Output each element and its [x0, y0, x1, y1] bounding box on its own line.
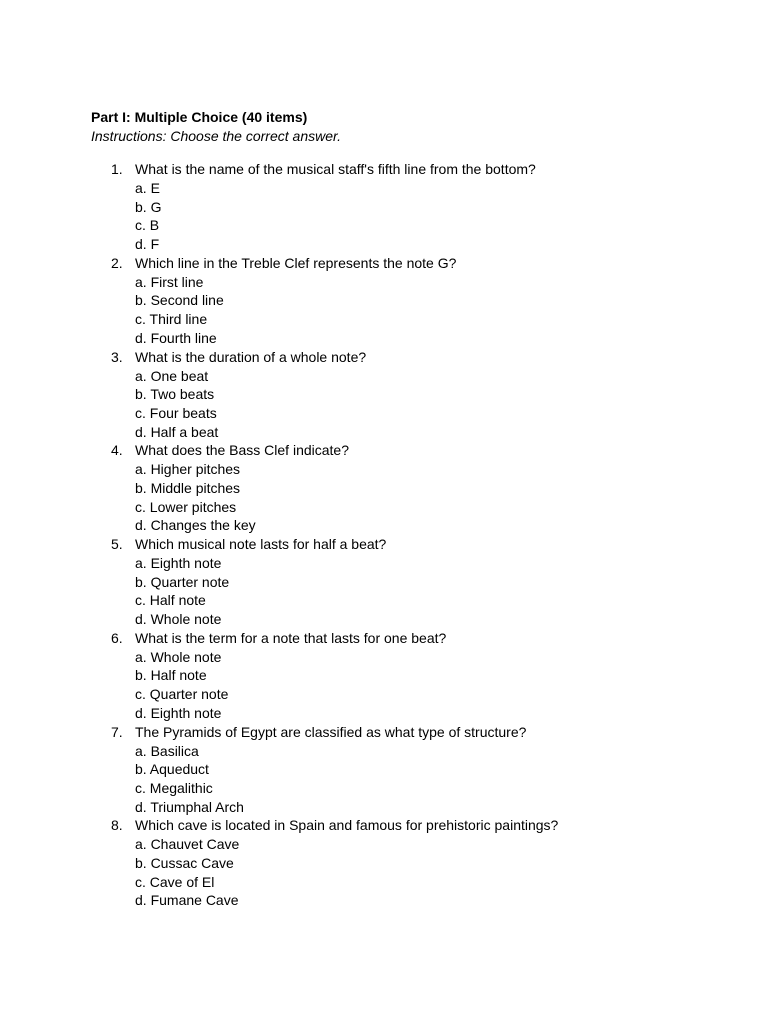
answer-option: b. Middle pitches	[135, 479, 241, 496]
question-number: 1.	[111, 161, 123, 177]
answer-option: c. Megalithic	[135, 779, 213, 796]
answer-option: b. Quarter note	[135, 573, 230, 590]
answer-option: d. Eighth note	[135, 704, 222, 721]
answer-option: a. Chauvet Cave	[135, 836, 240, 853]
part-heading: Part I: Multiple Choice (40 items)	[91, 109, 308, 125]
question-item	[91, 441, 731, 535]
question-text: Which cave is located in Spain and famous for prehistoric paintings?	[135, 817, 559, 834]
answer-option: d. Half a beat	[135, 423, 219, 440]
question-item	[91, 535, 731, 629]
question-item	[91, 723, 731, 817]
answer-option: b. Two beats	[135, 386, 215, 403]
answer-option: d. Triumphal Arch	[135, 798, 244, 815]
question-line	[91, 441, 731, 460]
question-number: 3.	[111, 348, 123, 365]
question-text: What does the Bass Clef indicate?	[135, 442, 350, 459]
answer-option: d. Whole note	[135, 611, 222, 628]
question-line	[91, 348, 731, 367]
question-line	[91, 535, 731, 554]
question-number: 4.	[111, 442, 123, 459]
question-text: What is the term for a note that lasts for one beat?	[135, 629, 447, 646]
answer-option: c. Quarter note	[135, 686, 229, 703]
answer-option: a. Eighth note	[135, 555, 222, 571]
question-number: 7.	[111, 723, 123, 740]
answer-option: a. Basilica	[135, 742, 199, 759]
instructions-text: Instructions: Choose the correct answer.	[91, 128, 342, 144]
question-item	[91, 254, 731, 348]
answer-option: b. Aqueduct	[135, 761, 209, 778]
answer-option: d. Fourth line	[135, 329, 217, 346]
answer-option: c. Four beats	[135, 404, 217, 421]
question-text: What is the duration of a whole note?	[135, 348, 367, 365]
answer-option: d. F	[135, 236, 160, 253]
document-page	[91, 108, 731, 910]
question-item	[91, 629, 731, 723]
answer-option: c. Cave of El	[135, 873, 215, 890]
question-line	[91, 723, 731, 742]
question-item	[91, 816, 731, 910]
question-number: 5.	[111, 536, 123, 552]
question-item	[91, 160, 731, 254]
question-line	[91, 816, 731, 835]
question-line	[91, 160, 731, 179]
question-text: Which line in the Treble Clef represents the note G?	[135, 254, 457, 271]
answer-option: b. Second line	[135, 292, 224, 309]
question-number: 8.	[111, 817, 123, 834]
question-text: Which musical note lasts for half a beat?	[135, 536, 387, 552]
answer-option: a. Higher pitches	[135, 461, 241, 478]
answer-option: d. Changes the key	[135, 517, 256, 534]
question-text: The Pyramids of Egypt are classified as what type of structure?	[135, 723, 527, 740]
answer-option: b. G	[135, 198, 162, 215]
answer-option: c. Lower pitches	[135, 498, 237, 515]
answer-option: a. Whole note	[135, 648, 222, 665]
question-line	[91, 254, 731, 273]
answer-option: a. One beat	[135, 367, 209, 384]
question-line	[91, 629, 731, 648]
question-item	[91, 348, 731, 442]
answer-option: c. Half note	[135, 592, 206, 609]
answer-option: c. B	[135, 217, 160, 234]
answer-option: d. Fumane Cave	[135, 892, 239, 909]
answer-option: c. Third line	[135, 311, 208, 328]
question-list	[91, 160, 731, 910]
answer-option: a. First line	[135, 273, 204, 290]
answer-option: b. Cussac Cave	[135, 854, 234, 871]
question-number: 2.	[111, 254, 123, 271]
question-number: 6.	[111, 629, 123, 646]
answer-option: b. Half note	[135, 667, 207, 684]
answer-option: a. E	[135, 180, 160, 196]
question-text: What is the name of the musical staff's fifth line from the bottom?	[135, 161, 536, 177]
